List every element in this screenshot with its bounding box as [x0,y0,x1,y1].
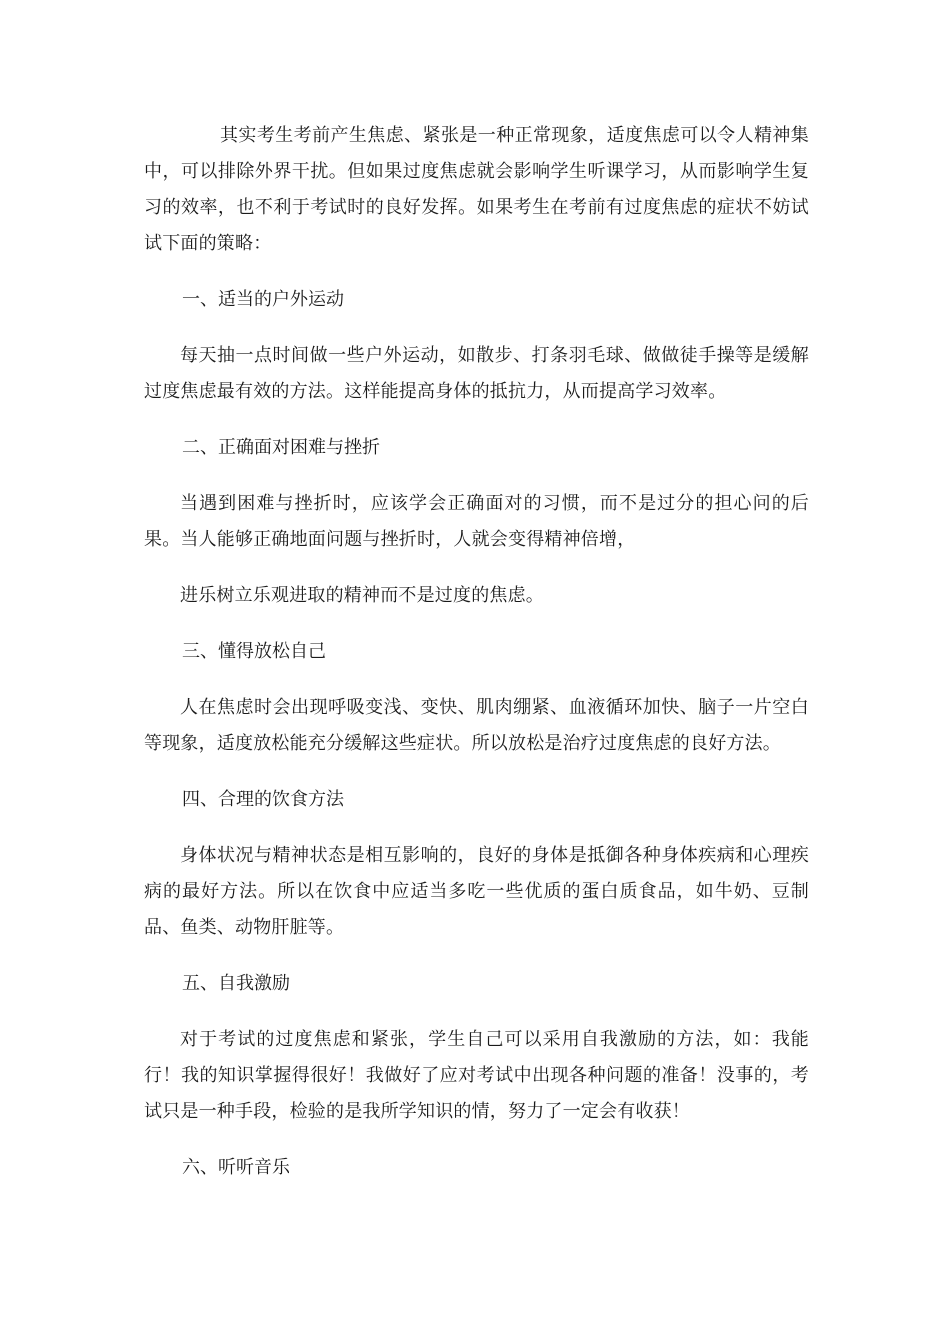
spacer [144,762,809,782]
section-heading-6: 六、听听音乐 [182,1157,290,1178]
spacer [144,410,809,430]
section-heading-2: 二、正确面对困难与挫折 [182,437,380,458]
spacer [144,614,809,634]
spacer [144,670,809,690]
spacer [144,818,809,838]
document-page [144,118,809,1186]
spacer [144,1002,809,1022]
section-3-paragraph: 人在焦虑时会出现呼吸变浅、变快、肌肉绷紧、血液循环加快、脑子一片空白等现象，适度放松能充分缓解这些症状。所以放松是治疗过度焦虑的良好方法。 [144,697,809,754]
spacer [144,946,809,966]
spacer [144,466,809,486]
section-heading-3: 三、懂得放松自己 [182,641,326,662]
section-heading-5: 五、自我激励 [182,973,290,994]
section-1-paragraph: 每天抽一点时间做一些户外运动，如散步、打条羽毛球、做做徒手操等是缓解过度焦虑最有效的方法。这样能提高身体的抵抗力，从而提高学习效率。 [144,345,809,402]
spacer [144,558,809,578]
section-4-paragraph: 身体状况与精神状态是相互影响的，良好的身体是抵御各种身体疾病和心理疾病的最好方法。所以在饮食中应适当多吃一些优质的蛋白质食品，如牛奶、豆制品、鱼类、动物肝脏等。 [144,845,809,938]
section-heading-1: 一、适当的户外运动 [182,289,344,310]
spacer [144,1130,809,1150]
intro-paragraph: 其实考生考前产生焦虑、紧张是一种正常现象，适度焦虑可以令人精神集中，可以排除外界干扰。但如果过度焦虑就会影响学生听课学习，从而影响学生复习的效率，也不利于考试时的良好发挥。如果考生在考前有过度焦虑的症状不妨试试下面的策略： [144,125,809,254]
section-heading-4: 四、合理的饮食方法 [182,789,344,810]
section-2-paragraph-continued: 进乐树立乐观进取的精神而不是过度的焦虑。 [180,585,544,606]
spacer [144,318,809,338]
spacer [144,262,809,282]
section-2-paragraph: 当遇到困难与挫折时，应该学会正确面对的习惯，而不是过分的担心问的后果。当人能够正确地面问题与挫折时，人就会变得精神倍增， [144,493,809,550]
section-5-paragraph: 对于考试的过度焦虑和紧张，学生自己可以采用自我激励的方法，如：我能行！我的知识掌握得很好！我做好了应对考试中出现各种问题的准备！没事的，考试只是一种手段，检验的是我所学知识的情，努力了一定会有收获！ [144,1029,809,1122]
